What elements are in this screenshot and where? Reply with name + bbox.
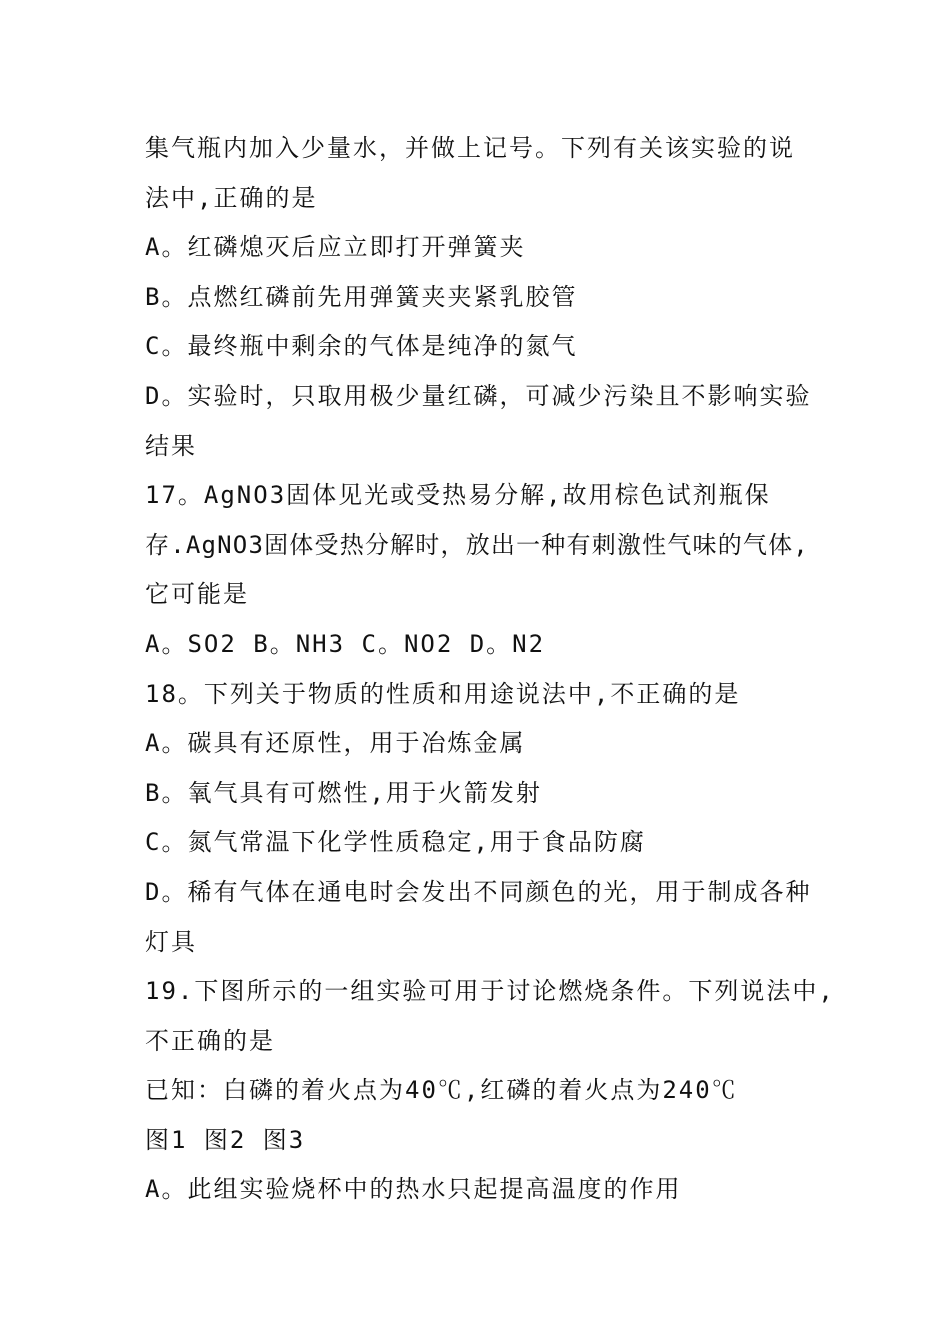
option-line: C。最终瓶中剩余的气体是纯净的氮气 — [145, 332, 578, 361]
option-line: D。实验时，只取用极少量红磷，可减少污染且不影响实验 — [145, 381, 812, 410]
option-line: B。氧气具有可燃性,用于火箭发射 — [145, 778, 542, 807]
text-line: 法中,正确的是 — [145, 183, 318, 212]
text-line: 灯具 — [145, 927, 197, 956]
question-line: 19.下图所示的一组实验可用于讨论燃烧条件。下列说法中, — [145, 977, 835, 1006]
option-line: A。红磷熄灭后应立即打开弹簧夹 — [145, 233, 526, 262]
option-line: D。稀有气体在通电时会发出不同颜色的光，用于制成各种 — [145, 877, 812, 906]
figure-labels: 图1 图2 图3 — [145, 1125, 306, 1154]
option-line: A。碳具有还原性，用于冶炼金属 — [145, 729, 526, 758]
text-line: 不正确的是 — [145, 1026, 275, 1055]
option-line: A。此组实验烧杯中的热水只起提高温度的作用 — [145, 1175, 682, 1204]
text-line: 集气瓶内加入少量水，并做上记号。下列有关该实验的说 — [145, 134, 795, 162]
text-line: 结果 — [145, 431, 197, 460]
text-line: 已知：白磷的着火点为40℃,红磷的着火点为240℃ — [145, 1076, 738, 1105]
question-line: 18。下列关于物质的性质和用途说法中,不正确的是 — [145, 679, 741, 708]
question-line: 17。AgNO3固体见光或受热易分解,故用棕色试剂瓶保 — [145, 481, 771, 510]
option-line: C。氮气常温下化学性质稳定,用于食品防腐 — [145, 828, 646, 857]
text-line: 它可能是 — [145, 580, 249, 609]
document-body — [145, 124, 835, 1215]
text-line: 存.AgNO3固体受热分解时，放出一种有刺激性气味的气体, — [145, 530, 809, 559]
option-line: B。点燃红磷前先用弹簧夹夹紧乳胶管 — [145, 282, 578, 311]
option-line: A。SO2 B。NH3 C。NO2 D。N2 — [145, 629, 546, 658]
